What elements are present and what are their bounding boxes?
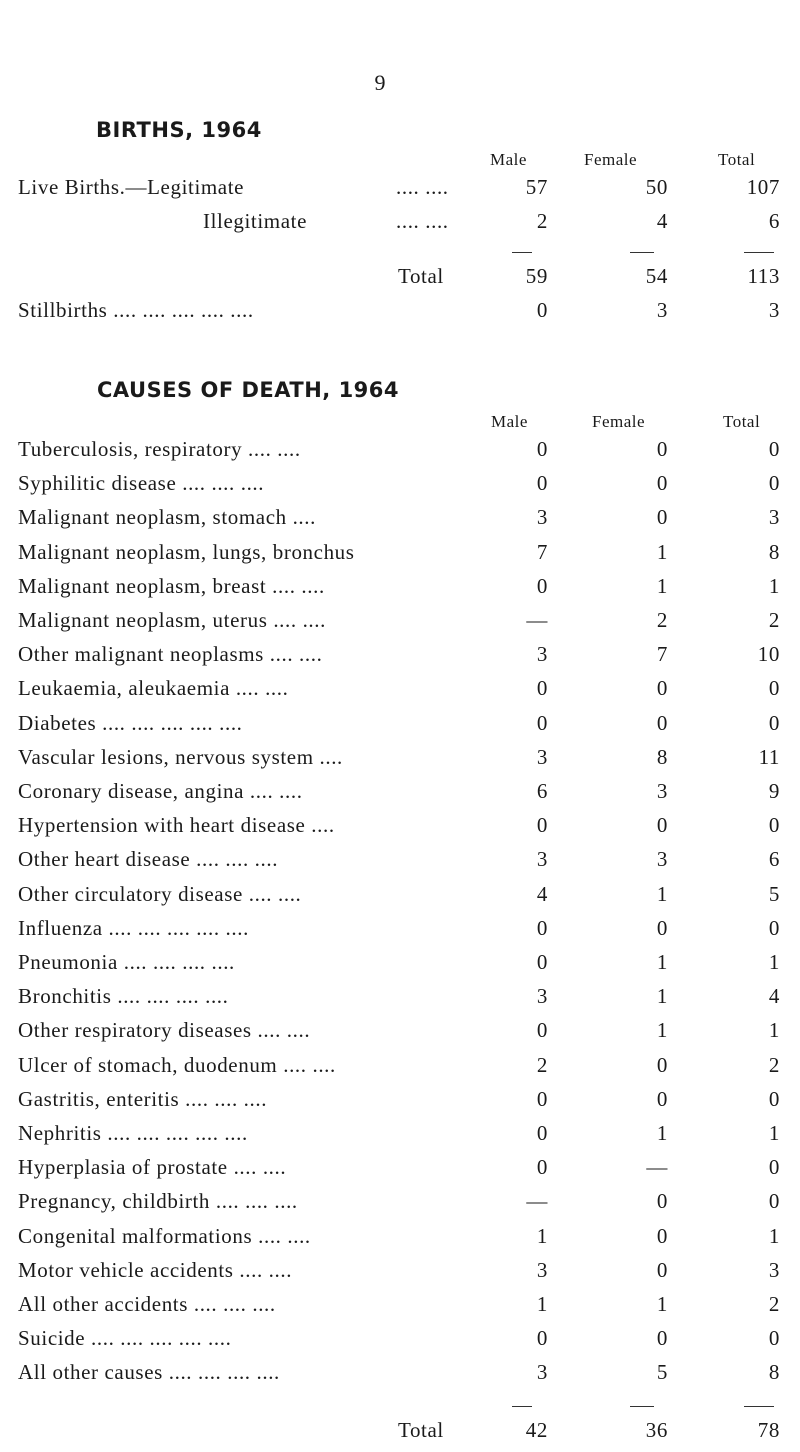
row-label: Bronchitis .... .... .... .... bbox=[18, 984, 229, 1009]
male-value: 6 bbox=[536, 779, 548, 803]
births-col-female: Female bbox=[584, 150, 638, 169]
row-label: Hypertension with heart disease .... bbox=[18, 813, 335, 838]
row-label: Vascular lesions, nervous system .... bbox=[18, 744, 343, 769]
total-value: 113 bbox=[747, 264, 780, 288]
causes-col-total: Total bbox=[723, 412, 761, 431]
female-value: 0 bbox=[656, 1052, 668, 1077]
female-value: 0 bbox=[656, 1257, 668, 1282]
row-label: Motor vehicle accidents .... .... bbox=[18, 1257, 293, 1282]
female-value: 50 bbox=[645, 175, 668, 199]
total-value: 3 bbox=[768, 505, 780, 530]
total-value: 0 bbox=[768, 1086, 780, 1111]
total-value: 0 bbox=[768, 915, 780, 940]
male-value: 3 bbox=[536, 744, 548, 769]
total-value: 3 bbox=[768, 298, 780, 322]
female-value: 0 bbox=[656, 1189, 668, 1214]
total-value: 8 bbox=[768, 1360, 780, 1385]
male-value: 7 bbox=[536, 539, 548, 564]
row-label: Diabetes .... .... .... .... .... bbox=[18, 710, 243, 735]
male-value: 0 bbox=[536, 813, 548, 838]
male-value: — bbox=[526, 608, 548, 632]
row-label: Pneumonia .... .... .... .... bbox=[18, 950, 235, 974]
total-value: 6 bbox=[768, 847, 780, 872]
female-value: 3 bbox=[656, 779, 668, 803]
cause-row bbox=[18, 1018, 788, 1052]
total-value: 11 bbox=[758, 744, 780, 769]
total-value: 6 bbox=[768, 209, 780, 233]
total-value: 78 bbox=[757, 1417, 780, 1442]
female-value: — bbox=[646, 1155, 668, 1180]
row-label: Congenital malformations .... .... bbox=[18, 1223, 311, 1248]
total-value: 9 bbox=[768, 779, 780, 803]
cause-row bbox=[18, 916, 788, 950]
male-value: 2 bbox=[536, 209, 548, 233]
female-value: 1 bbox=[656, 1121, 668, 1145]
male-value: 0 bbox=[536, 437, 548, 461]
total-value: 1 bbox=[768, 1018, 780, 1043]
row-label: Influenza .... .... .... .... .... bbox=[18, 915, 249, 940]
cause-row bbox=[18, 574, 788, 608]
cause-row bbox=[18, 1087, 788, 1121]
row-dots: .... .... bbox=[396, 209, 449, 233]
male-value: 0 bbox=[536, 1086, 548, 1111]
births-heading: BIRTHS, 1964 bbox=[96, 118, 262, 142]
female-value: 7 bbox=[656, 642, 668, 667]
row-label: Hyperplasia of prostate .... .... bbox=[18, 1155, 287, 1180]
row-label: Malignant neoplasm, stomach .... bbox=[18, 505, 316, 530]
female-value: 0 bbox=[656, 1086, 668, 1111]
male-value: 42 bbox=[525, 1417, 548, 1442]
total-value: 5 bbox=[768, 881, 780, 906]
cause-row bbox=[18, 1326, 788, 1360]
cause-row bbox=[18, 950, 788, 984]
cause-row bbox=[18, 813, 788, 847]
female-value: 5 bbox=[656, 1360, 668, 1385]
row-label: Coronary disease, angina .... .... bbox=[18, 779, 303, 803]
row-label: Total bbox=[398, 1417, 444, 1442]
male-value: 3 bbox=[536, 1257, 548, 1282]
row-label: Malignant neoplasm, uterus .... .... bbox=[18, 608, 326, 632]
cause-row bbox=[18, 1053, 788, 1087]
births-row-legitimate bbox=[18, 175, 788, 209]
row-label: Malignant neoplasm, lungs, bronchus bbox=[18, 539, 355, 564]
female-value: 1 bbox=[656, 984, 668, 1009]
female-value: 1 bbox=[656, 881, 668, 906]
births-total-row bbox=[18, 264, 788, 298]
male-value: 57 bbox=[525, 175, 548, 199]
page-number: 9 bbox=[374, 70, 386, 95]
female-value: 0 bbox=[656, 437, 668, 461]
row-label: Illegitimate bbox=[203, 209, 307, 233]
total-value: 0 bbox=[768, 471, 780, 496]
male-value: 1 bbox=[536, 1292, 548, 1316]
divider bbox=[744, 252, 774, 253]
total-value: 0 bbox=[768, 710, 780, 735]
total-value: 1 bbox=[768, 1121, 780, 1145]
female-value: 0 bbox=[656, 813, 668, 838]
births-col-male: Male bbox=[490, 150, 527, 169]
male-value: 0 bbox=[536, 573, 548, 598]
row-label: Live Births.—Legitimate bbox=[18, 175, 245, 199]
male-value: 1 bbox=[536, 1223, 548, 1248]
male-value: 3 bbox=[536, 1360, 548, 1385]
row-label: Tuberculosis, respiratory .... .... bbox=[18, 437, 301, 461]
female-value: 0 bbox=[656, 471, 668, 496]
cause-row bbox=[18, 505, 788, 539]
male-value: 3 bbox=[536, 984, 548, 1009]
female-value: 54 bbox=[645, 264, 668, 288]
total-value: 3 bbox=[768, 1257, 780, 1282]
total-value: 0 bbox=[768, 1155, 780, 1180]
divider bbox=[630, 252, 654, 253]
cause-row bbox=[18, 676, 788, 710]
row-label: Total bbox=[398, 264, 444, 288]
female-value: 0 bbox=[656, 676, 668, 701]
female-value: 0 bbox=[656, 915, 668, 940]
cause-row bbox=[18, 779, 788, 813]
cause-row bbox=[18, 608, 788, 642]
male-value: 0 bbox=[536, 676, 548, 701]
male-value: 59 bbox=[525, 264, 548, 288]
male-value: 0 bbox=[536, 950, 548, 974]
female-value: 1 bbox=[656, 1018, 668, 1043]
male-value: 0 bbox=[536, 1155, 548, 1180]
female-value: 1 bbox=[656, 539, 668, 564]
row-label: Suicide .... .... .... .... .... bbox=[18, 1326, 232, 1351]
male-value: 0 bbox=[536, 710, 548, 735]
total-value: 8 bbox=[768, 539, 780, 564]
row-label: Other respiratory diseases .... .... bbox=[18, 1018, 311, 1043]
total-value: 0 bbox=[768, 437, 780, 461]
divider bbox=[630, 1406, 654, 1407]
female-value: 4 bbox=[656, 209, 668, 233]
cause-row bbox=[18, 1258, 788, 1292]
male-value: 3 bbox=[536, 847, 548, 872]
divider bbox=[744, 1406, 774, 1407]
cause-row bbox=[18, 847, 788, 881]
row-label: Nephritis .... .... .... .... .... bbox=[18, 1121, 248, 1145]
male-value: 4 bbox=[536, 881, 548, 906]
male-value: 0 bbox=[536, 471, 548, 496]
cause-row bbox=[18, 711, 788, 745]
row-label: Other malignant neoplasms .... .... bbox=[18, 642, 323, 667]
male-value: 3 bbox=[536, 505, 548, 530]
row-label: Syphilitic disease .... .... .... bbox=[18, 471, 265, 496]
total-value: 0 bbox=[768, 813, 780, 838]
cause-row bbox=[18, 1360, 788, 1394]
cause-row bbox=[18, 1292, 788, 1326]
cause-row bbox=[18, 437, 788, 471]
causes-col-male: Male bbox=[491, 412, 528, 431]
cause-row bbox=[18, 471, 788, 505]
row-label: Malignant neoplasm, breast .... .... bbox=[18, 573, 325, 598]
female-value: 0 bbox=[656, 1223, 668, 1248]
female-value: 0 bbox=[656, 1326, 668, 1351]
female-value: 0 bbox=[656, 505, 668, 530]
total-value: 0 bbox=[768, 676, 780, 701]
total-value: 1 bbox=[768, 950, 780, 974]
cause-row bbox=[18, 540, 788, 574]
row-label: Gastritis, enteritis .... .... .... bbox=[18, 1086, 268, 1111]
total-value: 107 bbox=[746, 175, 780, 199]
causes-col-female: Female bbox=[592, 412, 646, 431]
female-value: 2 bbox=[656, 608, 668, 632]
female-value: 3 bbox=[656, 298, 668, 322]
total-value: 2 bbox=[768, 1292, 780, 1316]
total-value: 0 bbox=[768, 1189, 780, 1214]
male-value: 0 bbox=[536, 1018, 548, 1043]
cause-row bbox=[18, 1155, 788, 1189]
female-value: 1 bbox=[656, 573, 668, 598]
births-stillbirths-row bbox=[18, 298, 788, 332]
cause-row bbox=[18, 882, 788, 916]
cause-row bbox=[18, 745, 788, 779]
cause-row bbox=[18, 642, 788, 676]
divider bbox=[512, 1406, 532, 1407]
male-value: 0 bbox=[536, 915, 548, 940]
row-label: Stillbirths .... .... .... .... .... bbox=[18, 298, 254, 322]
total-value: 10 bbox=[757, 642, 780, 667]
total-value: 2 bbox=[768, 1052, 780, 1077]
causes-heading: CAUSES OF DEATH, 1964 bbox=[97, 378, 400, 402]
male-value: 0 bbox=[536, 1326, 548, 1351]
row-label: Ulcer of stomach, duodenum .... .... bbox=[18, 1052, 336, 1077]
cause-row bbox=[18, 1189, 788, 1223]
row-label: Pregnancy, childbirth .... .... .... bbox=[18, 1189, 298, 1214]
row-label: Other heart disease .... .... .... bbox=[18, 847, 279, 872]
male-value: — bbox=[526, 1189, 548, 1214]
total-value: 1 bbox=[768, 1223, 780, 1248]
female-value: 1 bbox=[656, 1292, 668, 1316]
male-value: 0 bbox=[536, 1121, 548, 1145]
male-value: 3 bbox=[536, 642, 548, 667]
births-col-total: Total bbox=[718, 150, 756, 169]
causes-total-row bbox=[18, 1418, 788, 1452]
male-value: 2 bbox=[536, 1052, 548, 1077]
female-value: 3 bbox=[656, 847, 668, 872]
row-label: Leukaemia, aleukaemia .... .... bbox=[18, 676, 289, 701]
cause-row bbox=[18, 984, 788, 1018]
births-row-illegitimate bbox=[18, 209, 788, 243]
male-value: 0 bbox=[536, 298, 548, 322]
row-label: All other causes .... .... .... .... bbox=[18, 1360, 280, 1385]
row-label: All other accidents .... .... .... bbox=[18, 1292, 276, 1316]
row-label: Other circulatory disease .... .... bbox=[18, 881, 302, 906]
row-dots: .... .... bbox=[396, 175, 449, 199]
female-value: 0 bbox=[656, 710, 668, 735]
cause-row bbox=[18, 1224, 788, 1258]
female-value: 1 bbox=[656, 950, 668, 974]
cause-row bbox=[18, 1121, 788, 1155]
total-value: 0 bbox=[768, 1326, 780, 1351]
female-value: 36 bbox=[645, 1417, 668, 1442]
divider bbox=[512, 252, 532, 253]
female-value: 8 bbox=[656, 744, 668, 769]
total-value: 4 bbox=[768, 984, 780, 1009]
total-value: 2 bbox=[768, 608, 780, 632]
total-value: 1 bbox=[768, 573, 780, 598]
